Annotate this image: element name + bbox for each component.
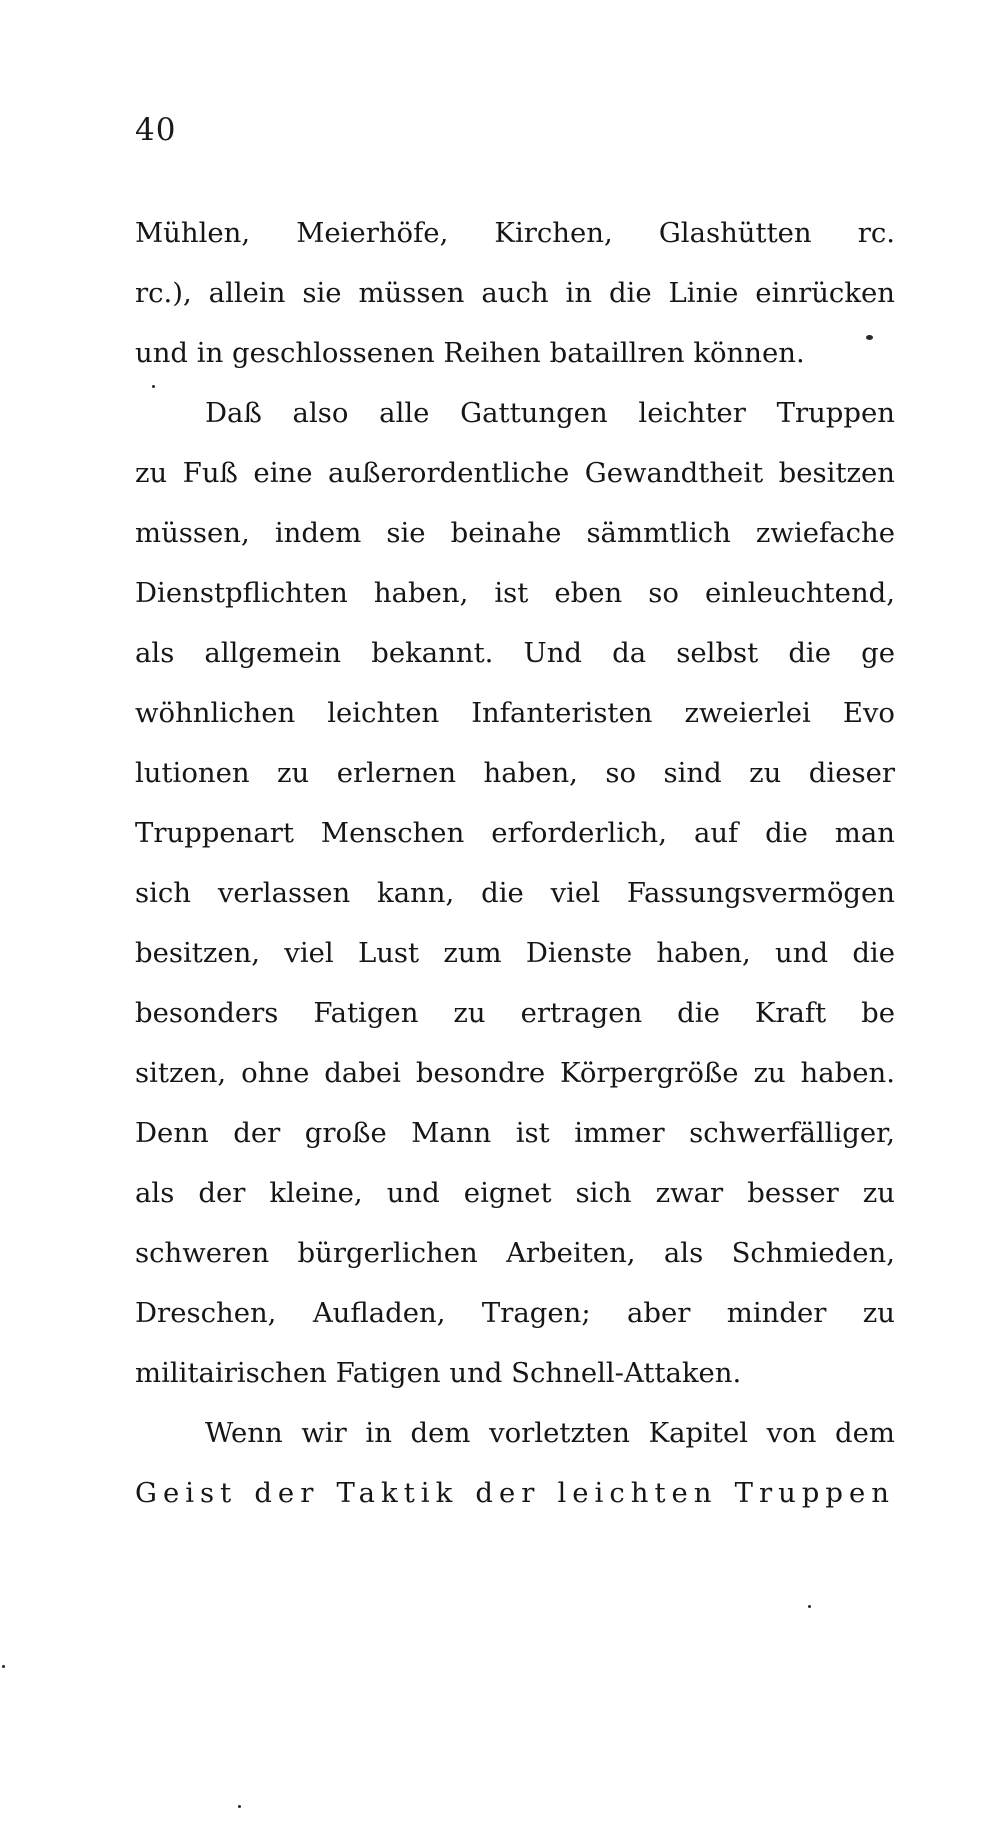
scan-speck [2, 1665, 5, 1668]
text-line: als allgemein bekannt. Und da selbst die ge [135, 637, 895, 669]
text-line: sich verlassen kann, die viel Fassungsvermögen [135, 877, 895, 909]
text-line: lutionen zu erlernen haben, so sind zu dieser [135, 757, 895, 789]
text-line: militairischen Fatigen und Schnell-Attaken. [135, 1357, 742, 1389]
text-line: müssen, indem sie beinahe sämmtlich zwiefache [135, 517, 895, 549]
text-line: Truppenart Menschen erforderlich, auf die man [135, 817, 895, 849]
text-line: Mühlen, Meierhöfe, Kirchen, Glashütten rc. [135, 217, 895, 249]
text-line: sitzen, ohne dabei besondre Körpergröße zu haben. [135, 1057, 895, 1089]
scan-speck [152, 385, 155, 388]
text-line: Denn der große Mann ist immer schwerfälliger, [135, 1117, 895, 1149]
scan-speck [808, 1605, 811, 1608]
scan-speck [238, 1805, 241, 1808]
text-line: rc.), allein sie müssen auch in die Linie einrücken [135, 277, 895, 309]
page-number: 40 [135, 112, 177, 148]
paragraph-start-line: Daß also alle Gattungen leichter Truppen [205, 397, 895, 429]
text-line: als der kleine, und eignet sich zwar besser zu [135, 1177, 895, 1209]
text-line: und in geschlossenen Reihen bataillren können. [135, 337, 805, 369]
text-line: besonders Fatigen zu ertragen die Kraft be [135, 997, 895, 1029]
text-line: Geist der Taktik der leichten Truppen [135, 1477, 895, 1509]
text-line: zu Fuß eine außerordentliche Gewandtheit besitzen [135, 457, 895, 489]
scan-speck [866, 335, 873, 340]
body-text [135, 203, 895, 1523]
text-line: wöhnlichen leichten Infanteristen zweierlei Evo [135, 697, 895, 729]
text-line: Dreschen, Aufladen, Tragen; aber minder zu [135, 1297, 895, 1329]
text-line: schweren bürgerlichen Arbeiten, als Schmieden, [135, 1237, 895, 1269]
text-line: Dienstpflichten haben, ist eben so einleuchtend, [135, 577, 895, 609]
text-line: besitzen, viel Lust zum Dienste haben, und die [135, 937, 895, 969]
paragraph-start-line: Wenn wir in dem vorletzten Kapitel von dem [205, 1417, 895, 1449]
